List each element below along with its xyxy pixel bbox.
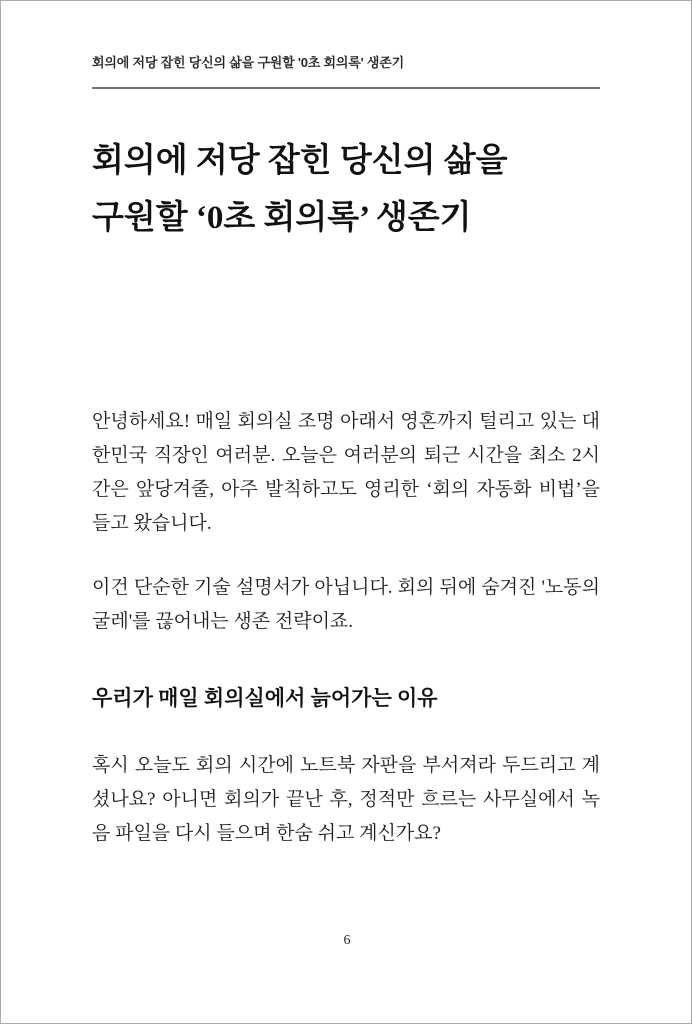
header-rule-divider xyxy=(92,87,600,89)
intro-paragraph-1: 안녕하세요! 매일 회의실 조명 아래서 영혼까지 털리고 있는 대한민국 직장인 여러분. 오늘은 여러분의 퇴근 시간을 최소 2시간은 앞당겨줄, 아주 발칙하고도 영리한 ‘회의 자동화 비법’을 들고 왔습니다. xyxy=(92,411,600,534)
page-number: 6 xyxy=(343,933,351,948)
page-title: 회의에 저당 잡힌 당신의 삶을 구원할 ‘0초 회의록’ 생존기 xyxy=(92,143,508,236)
section-paragraph-1: 혹시 오늘도 회의 시간에 노트북 자판을 부서져라 두드리고 계셨나요? 아니면 회의가 끝난 후, 정적만 흐르는 사무실에서 녹음 파일을 다시 들으며 한숨 쉬고 계신가요? xyxy=(92,755,600,844)
intro-paragraph-2: 이건 단순한 기술 설명서가 아닙니다. 회의 뒤에 숨겨진 '노동의 굴레'를 끊어내는 생존 전략이죠. xyxy=(92,577,600,632)
running-header: 회의에 저당 잡힌 당신의 삶을 구원할 '0초 회의록' 생존기 xyxy=(92,55,404,70)
section-heading: 우리가 매일 회의실에서 늙어가는 이유 xyxy=(92,686,438,710)
page-content xyxy=(92,1,600,851)
